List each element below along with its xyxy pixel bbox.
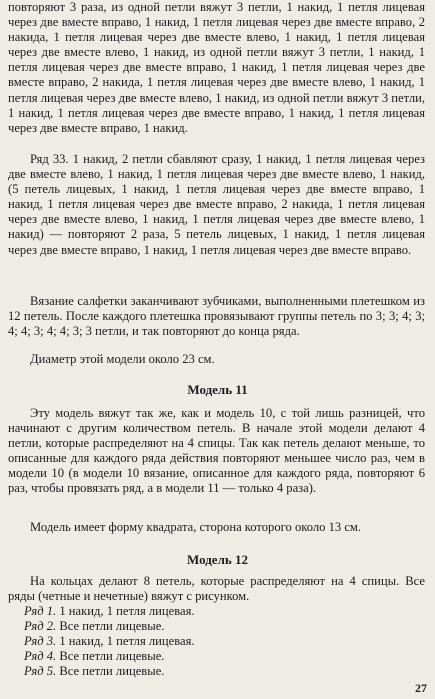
row-label: Ряд 3. [24, 634, 57, 648]
row-item [24, 604, 195, 619]
row-item [24, 664, 164, 679]
heading-model-11: Модель 11 [187, 382, 248, 397]
row-text: 1 накид, 1 петля лицевая. [59, 634, 195, 648]
row-label: Ряд 1. [24, 604, 57, 618]
row-text: Все петли лицевые. [59, 619, 165, 633]
row-text: Все петли лицевые. [59, 664, 165, 678]
paragraph-row-33: Ряд 33. 1 накид, 2 петли сбавляют сразу, 1 накид, 1 петля лицевая через две вместе влево, 1 накид, 1 петля лицевая через две вместе влево, 1 накид, (5 петель лицевых, 1 накид, 1 петля лицевая через две вместе вправо, 1 накид, 1 петля лицевая через две вместе вправо, 2 накида, 1 петля лицевая через две вместе влево, 1 накид, 1 петля лицевая через две вместе влево, 1 накид) — повторяют 2 раза, 5 петель лицевых, 1 накид, 1 петля лицевая через две вместе вправо, 1 накид, 1 петля лицевая через две вместе вправо. [8, 152, 425, 257]
paragraph-continuation: повторяют 3 раза, из одной петли вяжут 3 петли, 1 накид, 1 петля лицевая через две вместе вправо, 1 накид, 1 петля лицевая через две вместе вправо, 2 накида, 1 петля лицевая через две вместе влево, 1 накид, 1 петля лицевая через две вместе влево, 1 накид, из одной петли вяжут 3 петли, 1 накид, 1 петля лицевая через две вместе вправо, 1 накид, 1 петля лицевая через две вместе вправо, 2 накида, 1 петля лицевая через две вместе влево, 1 накид, 1 петля лицевая через две вместе влево, 1 накид, из одной петли вяжут 3 петли, 1 накид, 1 петля лицевая через две вместе вправо, 1 накид, 1 петля лицевая через две вместе вправо, 1 накид. [8, 0, 425, 135]
row-label: Ряд 4. [24, 649, 57, 663]
row-text: Все петли лицевые. [59, 649, 165, 663]
heading-model-12: Модель 12 [187, 552, 248, 567]
row-item [24, 649, 164, 664]
row-item [24, 619, 164, 634]
paragraph-model-11: Эту модель вяжут так же, как и модель 10, с той лишь разницей, что начинают с другим количеством петель. В начале этой модели делают 4 петли, которые распределяют на 4 спицы. Так как петель делают меньше, то описанные для каждого ряда действия повторяют меньшее число раз, чем в модели 10 (в модели 10 вязание, описанное для каждого ряда, повторяют 6 раз, чтобы провязать ряд, а в модели 11 — только 4 раза). [8, 406, 425, 496]
row-label: Ряд 5. [24, 664, 57, 678]
page-number: 27 [415, 681, 427, 695]
paragraph-diameter: Диаметр этой модели около 23 см. [30, 352, 215, 366]
row-text: 1 накид, 1 петля лицевая. [59, 604, 195, 618]
row-label: Ряд 2. [24, 619, 57, 633]
row-item [24, 634, 195, 649]
paragraph-model-12: На кольцах делают 8 петель, которые распределяют на 4 спицы. Все ряды (четные и нечетные) вяжут с рисунком. [8, 574, 425, 604]
paragraph-square: Модель имеет форму квадрата, сторона которого около 13 см. [30, 520, 362, 534]
paragraph-finishing: Вязание салфетки заканчивают зубчиками, выполненными плетешком из 12 петель. После каждого плетешка провязывают группы петель по 3; 3; 4; 3; 4; 4; 3; 4; 4; 3; 3 петли, и так повторяют до конца ряда. [8, 294, 425, 339]
